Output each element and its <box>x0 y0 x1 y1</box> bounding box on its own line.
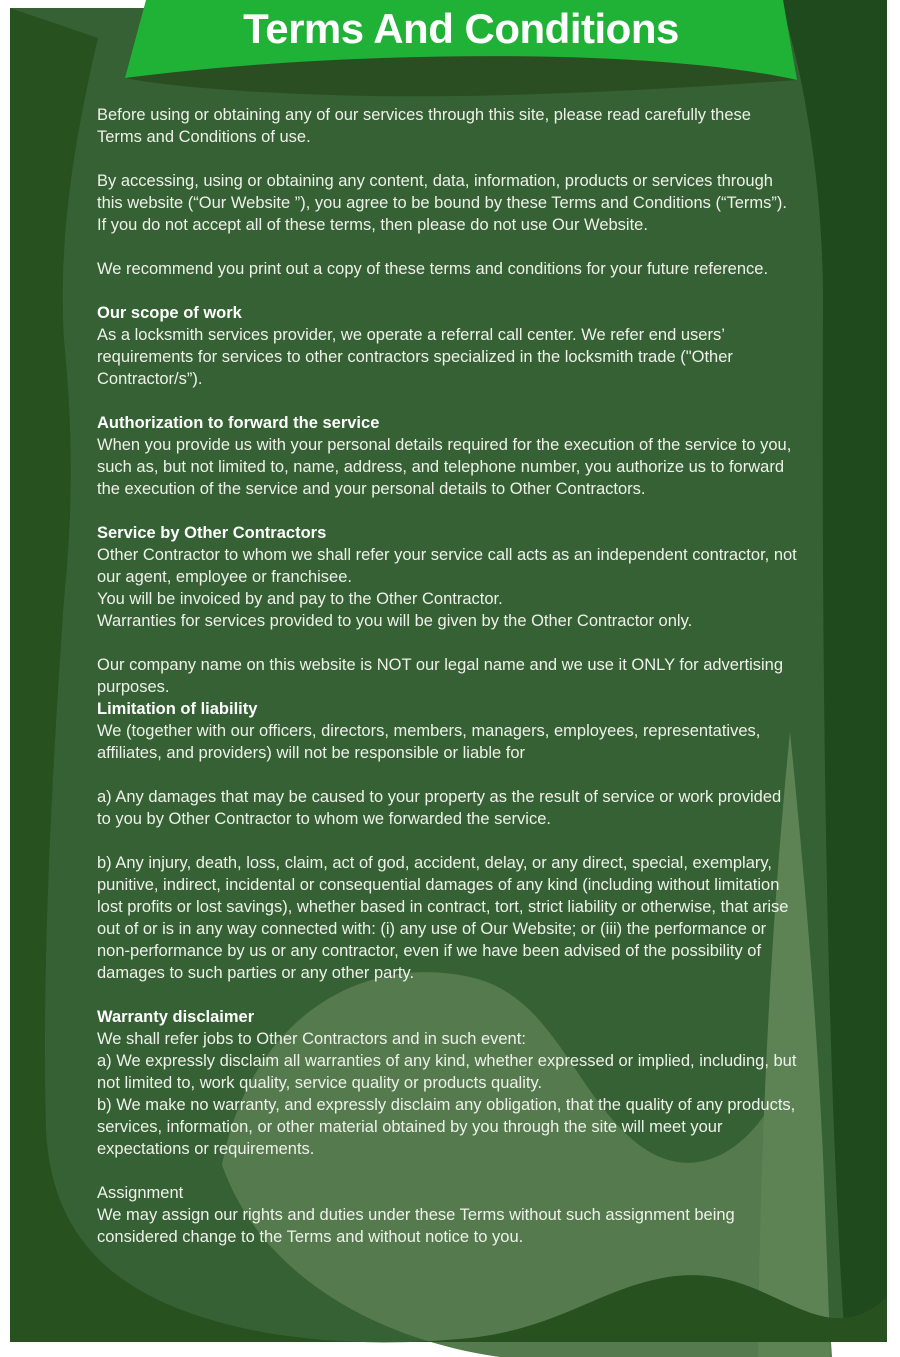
heading-limitation-of-liability: Limitation of liability <box>97 700 258 718</box>
paragraph-liability-b: b) Any injury, death, loss, claim, act of god, accident, delay, or any direct, special, exemplary, punitive, indirect, incidental or consequential damages of any kind (including without limitation lost profits or lost savings), whether based in contract, tort, strict liability or otherwise, that arise out of or is in any way connected with: (i) any use of Our Website; or (iii) the performance or non-performance by us or any contractor, even if we have been advised of the possibility of damages to such parties or any other party. <box>97 854 789 982</box>
paragraph-intro: Before using or obtaining any of our services through this site, please read carefully these Terms and Conditions of use. <box>97 106 751 146</box>
paragraph-scope-of-work: As a locksmith services provider, we operate a referral call center. We refer end users’ requirements for services to other contractors specialized in the locksmith trade ("Other Contractor/s”). <box>97 326 733 388</box>
heading-our-scope-of-work: Our scope of work <box>97 304 242 322</box>
heading-service-by-contractors: Service by Other Contractors <box>97 524 327 542</box>
paragraph-print-recommendation: We recommend you print out a copy of these terms and conditions for your future reference. <box>97 260 769 278</box>
paragraph-authorization: When you provide us with your personal details required for the execution of the service to you, such as, but not limited to, name, address, and telephone number, you authorize us to forward the execution of the service and your personal details to Other Contractors. <box>97 436 792 498</box>
paragraph-assignment: We may assign our rights and duties under these Terms without such assignment being considered change to the Terms and without notice to you. <box>97 1206 735 1246</box>
paragraph-liability-intro: We (together with our officers, directors, members, managers, employees, representatives, affiliates, and providers) will not be responsible or liable for <box>97 722 761 762</box>
terms-content <box>97 0 799 1270</box>
page-title: Terms And Conditions <box>243 5 679 52</box>
heading-assignment: Assignment <box>97 1184 184 1202</box>
paragraph-company-name: Our company name on this website is NOT our legal name and we use it ONLY for advertising purposes. <box>97 656 783 696</box>
heading-authorization: Authorization to forward the service <box>97 414 380 432</box>
paragraph-service-by-contractors: Other Contractor to whom we shall refer your service call acts as an independent contractor, not our agent, employee or franchisee. You will be invoiced by and pay to the Other Contractor. Warranties for services provided to you will be given by the Other Contractor only. <box>97 546 797 630</box>
paragraph-acceptance: By accessing, using or obtaining any content, data, information, products or services through this website (“Our Website ”), you agree to be bound by these Terms and Conditions (“Terms”). If you do not accept all of these terms, then please do not use Our Website. <box>97 172 787 234</box>
paragraph-warranty-disclaimer: We shall refer jobs to Other Contractors and in such event: a) We expressly disclaim all warranties of any kind, whether expressed or implied, including, but not limited to, work quality, service quality or products quality. b) We make no warranty, and expressly disclaim any obligation, that the quality of any products, services, information, or other material obtained by you through the site will meet your expectations or requirements. <box>97 1030 797 1158</box>
heading-warranty-disclaimer: Warranty disclaimer <box>97 1008 255 1026</box>
paragraph-liability-a: a) Any damages that may be caused to your property as the result of service or work provided to you by Other Contractor to whom we forwarded the service. <box>97 788 782 828</box>
